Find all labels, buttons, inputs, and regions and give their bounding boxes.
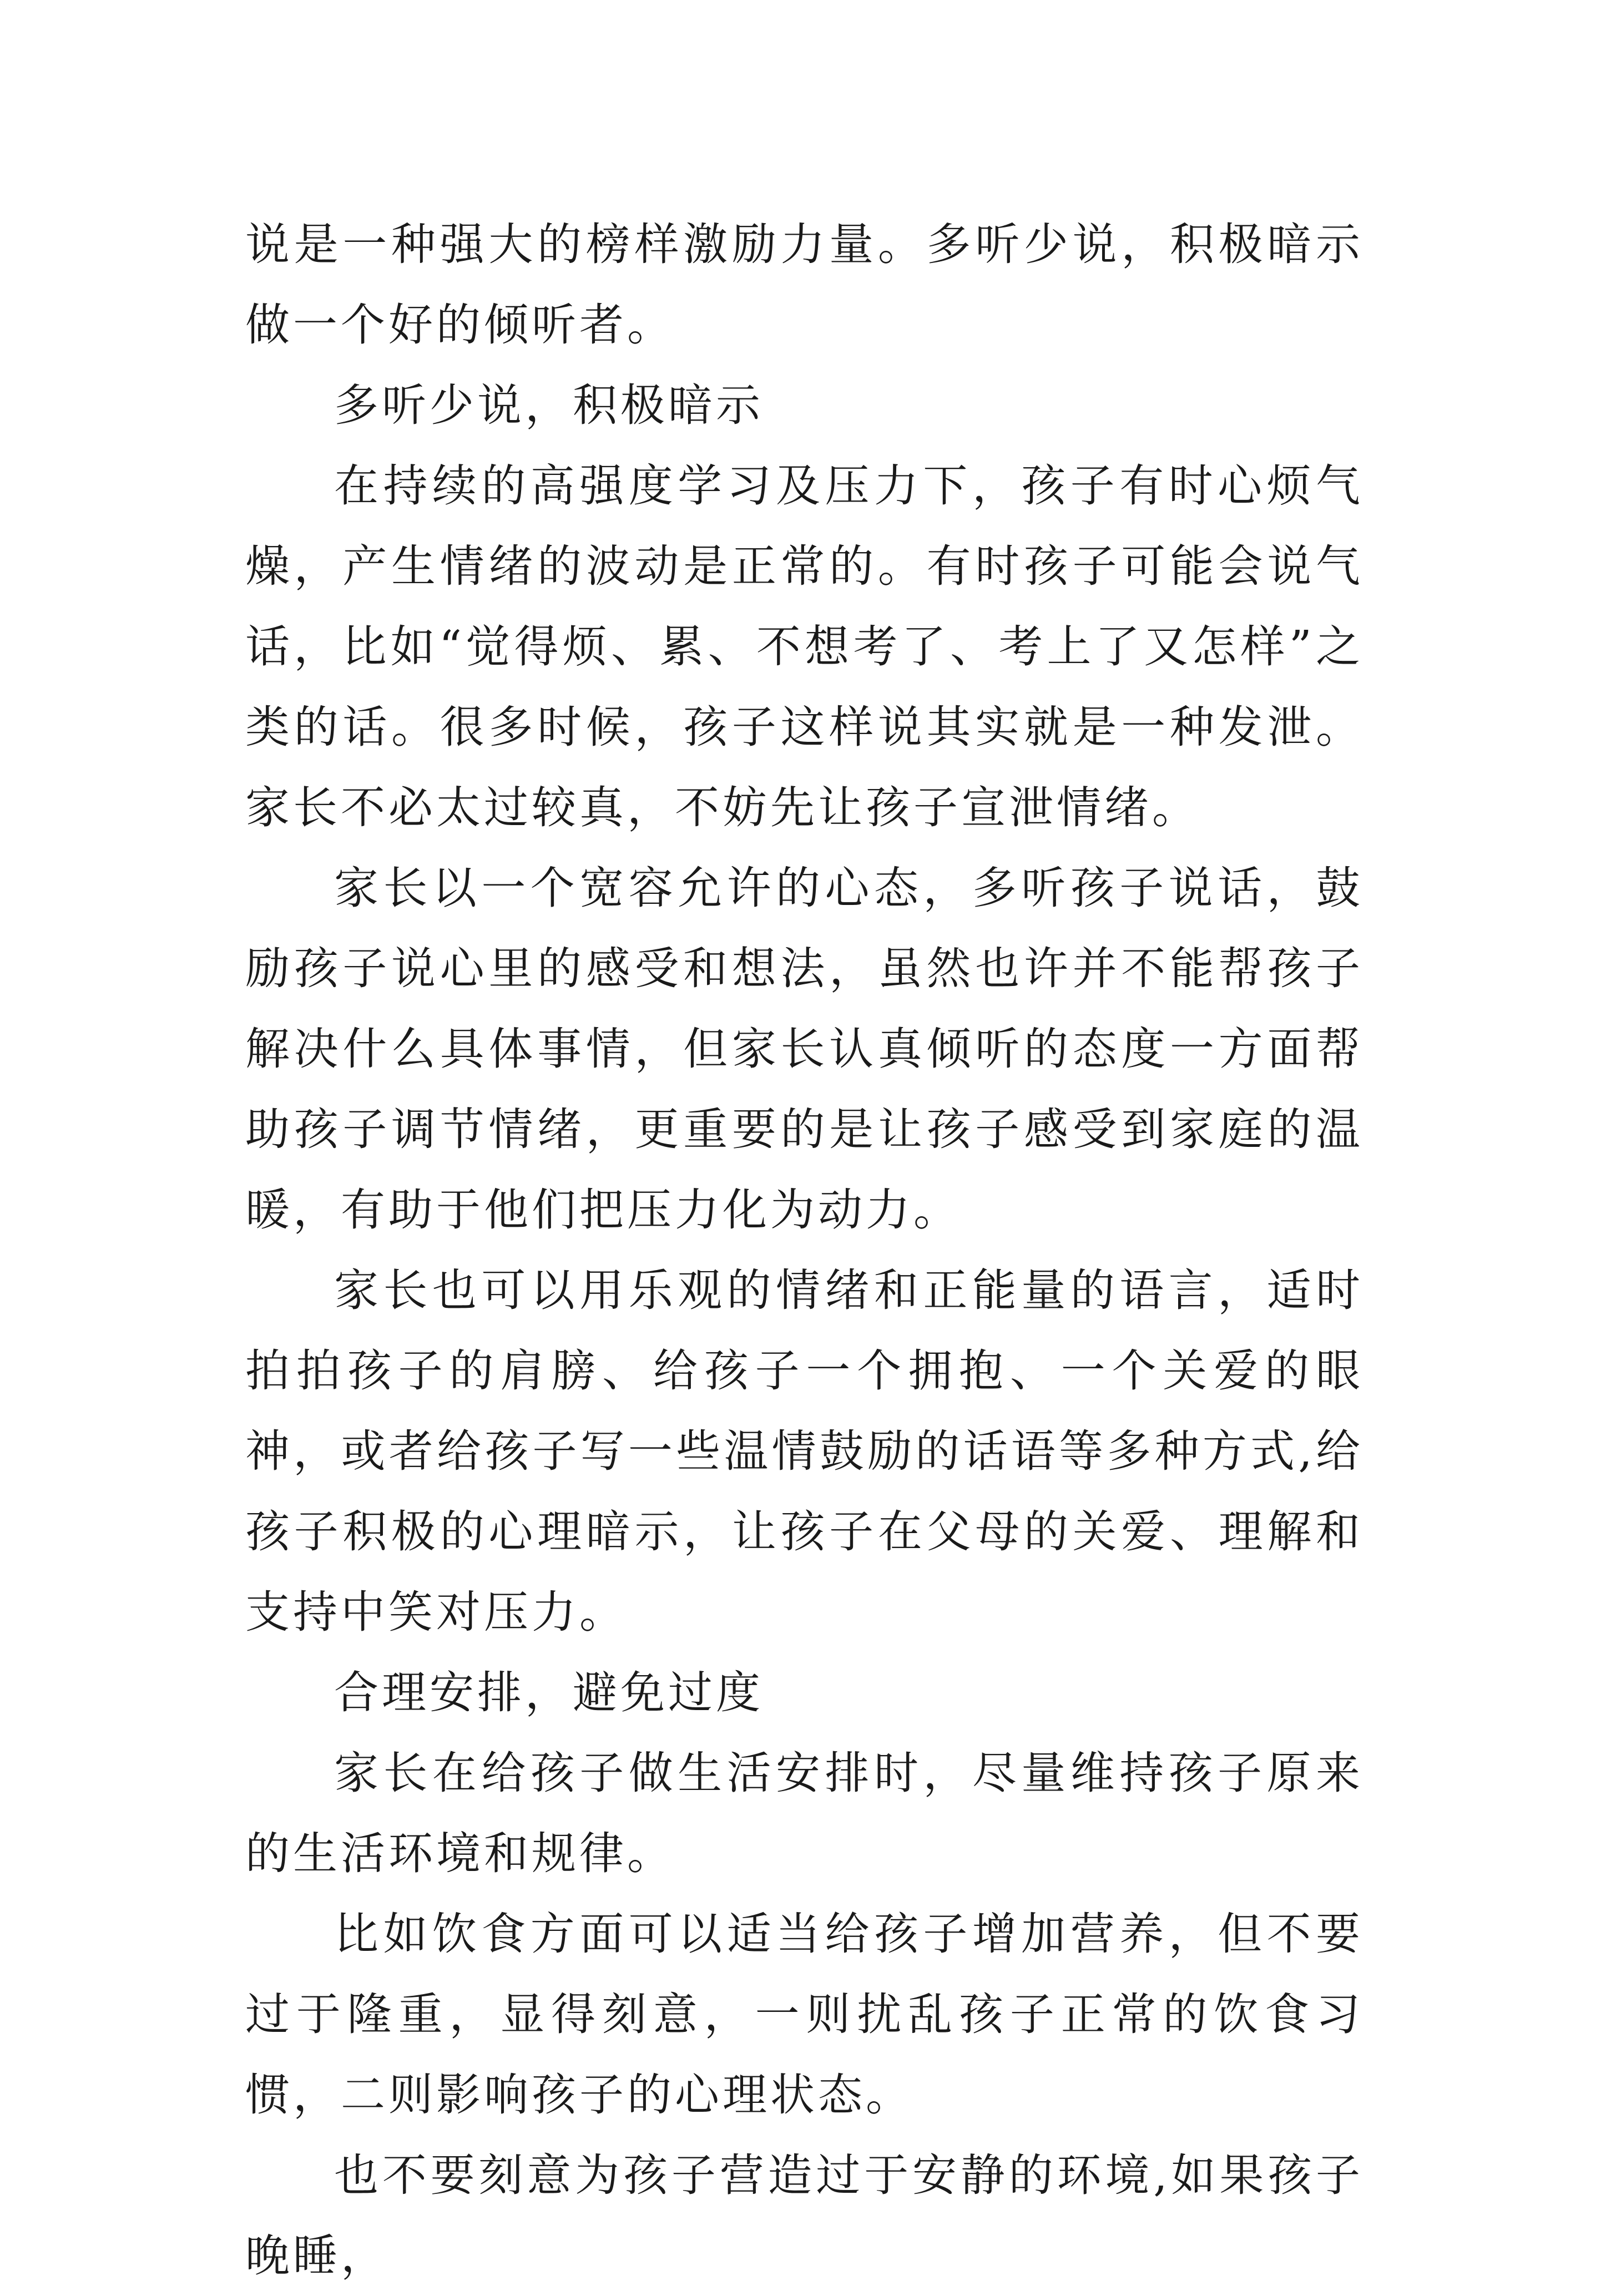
paragraph: 在持续的高强度学习及压力下，孩子有时心烦气燥，产生情绪的波动是正常的。有时孩子可能会说气话，比如“觉得烦、累、不想考了、考上了又怎样”之类的话。很多时候，孩子这样说其实就是一种发泄。家长不必太过较真，不妨先让孩子宣泄情绪。 — [245, 460, 1363, 833]
paragraph: 比如饮食方面可以适当给孩子增加营养，但不要过于隆重，显得刻意，一则扰乱孩子正常的饮食习惯，二则影响孩子的心理状态。 — [245, 1908, 1363, 2121]
paragraph-continued: 说是一种强大的榜样激励力量。多听少说，积极暗示做一个好的倾听者。 — [245, 219, 1363, 351]
section-heading-arrange: 合理安排，避免过度 — [334, 1667, 764, 1718]
paragraph: 家长也可以用乐观的情绪和正能量的语言，适时拍拍孩子的肩膀、给孩子一个拥抱、一个关爱的眼神，或者给孩子写一些温情鼓励的话语等多种方式,给孩子积极的心理暗示，让孩子在父母的关爱、理解和支持中笑对压力。 — [245, 1265, 1363, 1638]
section-heading-listen: 多听少说，积极暗示 — [334, 380, 764, 431]
document-body — [245, 204, 1363, 2296]
paragraph: 家长以一个宽容允许的心态，多听孩子说话，鼓励孩子说心里的感受和想法，虽然也许并不能帮孩子解决什么具体事情，但家长认真倾听的态度一方面帮助孩子调节情绪，更重要的是让孩子感受到家庭的温暖，有助于他们把压力化为动力。 — [245, 862, 1363, 1236]
paragraph: 家长在给孩子做生活安排时，尽量维持孩子原来的生活环境和规律。 — [245, 1747, 1363, 1879]
paragraph-continues: 也不要刻意为孩子营造过于安静的环境,如果孩子晚睡， — [245, 2150, 1363, 2282]
